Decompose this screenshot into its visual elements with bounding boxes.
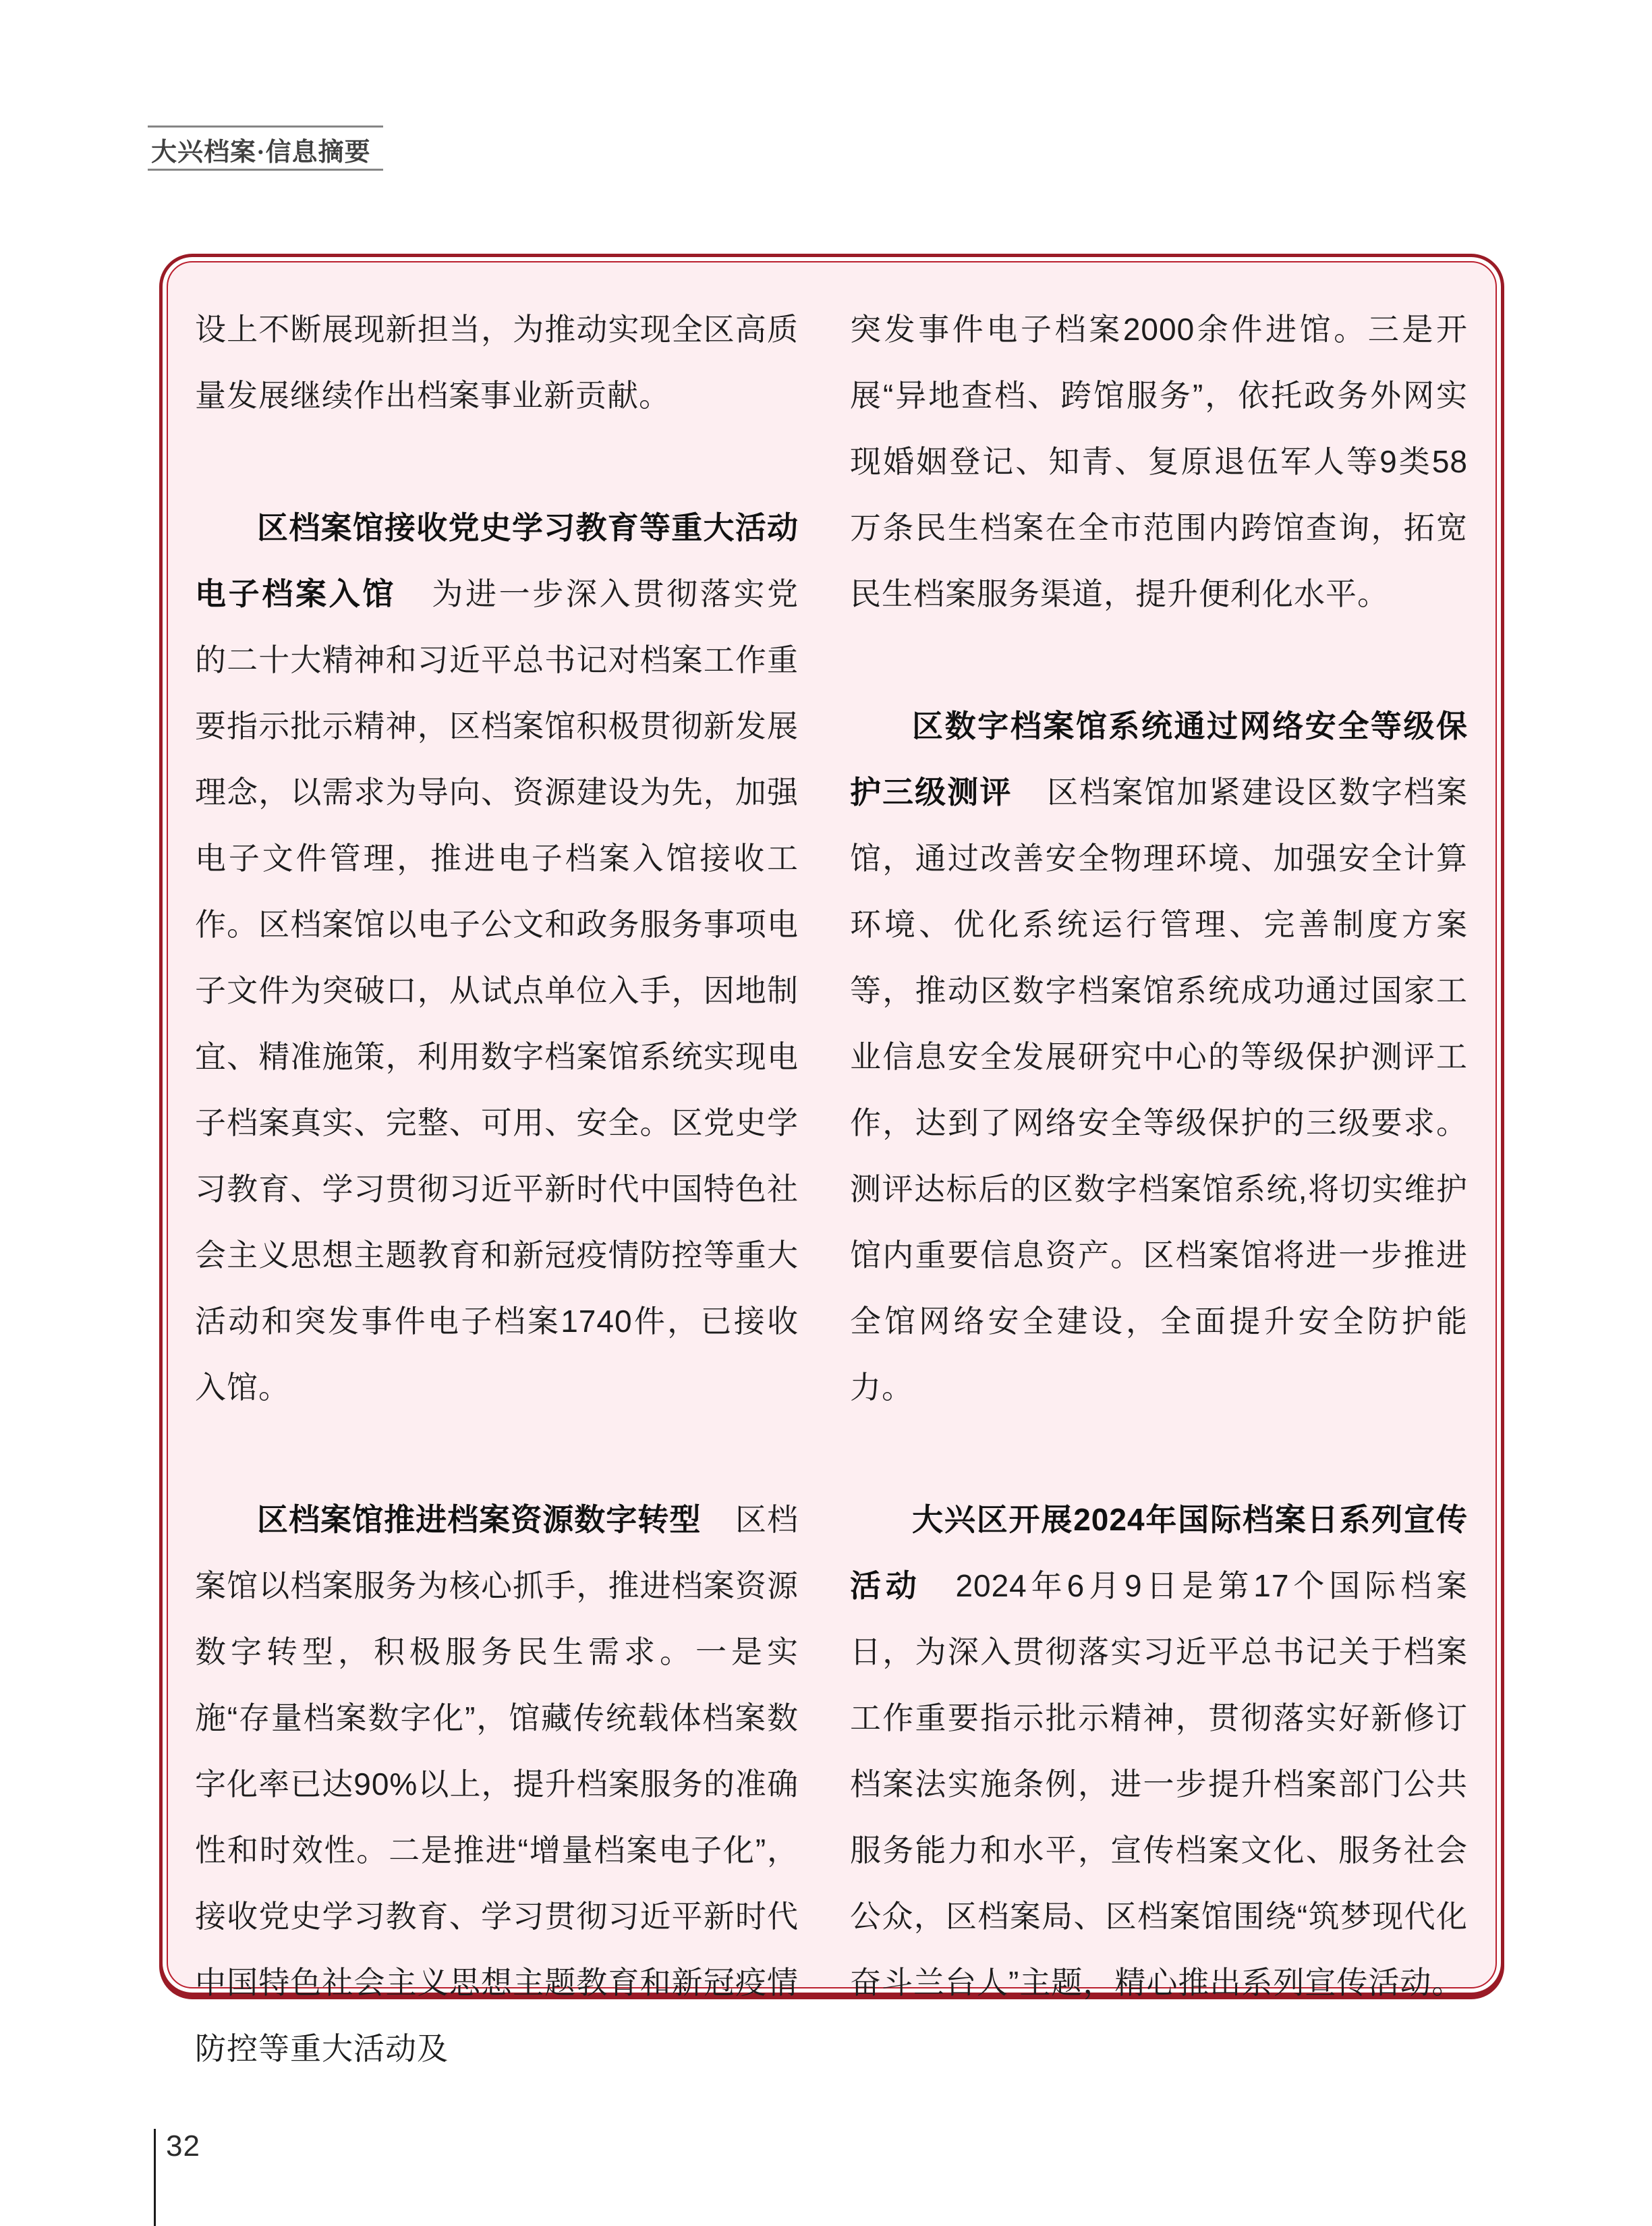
paragraph-heading: 区数字档案馆系统通过网络安全等级保护三级测评 [850, 708, 1468, 810]
paragraph-heading: 区档案馆推进档案资源数字转型 [257, 1502, 702, 1537]
paragraph-body: 2024年6月9日是第17个国际档案日，为深入贯彻落实习近平总书记关于档案工作重要指示批示精神，贯彻落实好新修订档案法实施条例，进一步提升档案部门公共服务能力和水平，宣传档案文化、服务社会公众，区档案局、区档案馆围绕“筑梦现代化 奋斗兰台人”主题，精心推出系列宣传活动。 [850, 1568, 1469, 2000]
page-number: 32 [166, 2130, 200, 2163]
paragraph [195, 1486, 799, 2082]
header-rule-bottom [148, 169, 383, 171]
paragraph-body: 区档案馆加紧建设区数字档案馆，通过改善安全物理环境、加强安全计算环境、优化系统运行管理、完善制度方案等，推动区数字档案馆系统成功通过国家工业信息安全发展研究中心的等级保护测评工作，达到了网络安全等级保护的三级要求。测评达标后的区数字档案馆系统,将切实维护馆内重要信息资产。区档案馆将进一步推进全馆网络安全建设，全面提升安全防护能力。 [850, 775, 1468, 1405]
paragraph-body: 设上不断展现新担当，为推动实现全区高质量发展继续作出档案事业新贡献。 [195, 312, 799, 413]
paragraph-body: 区档案馆以档案服务为核心抓手，推进档案资源数字转型，积极服务民生需求。一是实施“存量档案数字化”，馆藏传统载体档案数字化率已达90%以上，提升档案服务的准确性和时效性。二是推进“增量档案电子化”，接收党史学习教育、学习贯彻习近平新时代中国特色社会主义思想主题教育和新冠疫情防控等重大活动及 [195, 1502, 799, 2066]
paragraph-continuation [195, 296, 799, 428]
paragraph-continuation [850, 296, 1468, 627]
paragraph [195, 495, 799, 1420]
paragraph-body: 为进一步深入贯彻落实党的二十大精神和习近平总书记对档案工作重要指示批示精神，区档案馆积极贯彻新发展理念，以需求为导向、资源建设为先，加强电子文件管理，推进电子档案入馆接收工作。区档案馆以电子公文和政务服务事项电子文件为突破口，从试点单位入手，因地制宜、精准施策，利用数字档案馆系统实现电子档案真实、完整、可用、安全。区党史学习教育、学习贯彻习近平新时代中国特色社会主义思想主题教育和新冠疫情防控等重大活动和突发事件电子档案1740件，已接收入馆。 [195, 576, 799, 1405]
right-column [850, 296, 1468, 2015]
header-rule-top [148, 126, 383, 128]
footer-spine-rule [154, 2129, 156, 2226]
content-box [167, 261, 1497, 2066]
paragraph [850, 693, 1468, 1420]
paragraph-heading: 区档案馆接收党史学习教育等重大活动电子档案入馆 [195, 510, 799, 611]
paragraph [850, 1486, 1468, 2015]
paragraph-body: 突发事件电子档案2000余件进馆。三是开展“异地查档、跨馆服务”，依托政务外网实现婚姻登记、知青、复原退伍军人等9类58万条民生档案在全市范围内跨馆查询，拓宽民生档案服务渠道，提升便利化水平。 [850, 312, 1468, 611]
left-column [195, 296, 799, 2082]
page-title: 大兴档案·信息摘要 [151, 138, 371, 167]
paragraph-heading: 大兴区开展2024年国际档案日系列宣传活动 [850, 1502, 1468, 1603]
